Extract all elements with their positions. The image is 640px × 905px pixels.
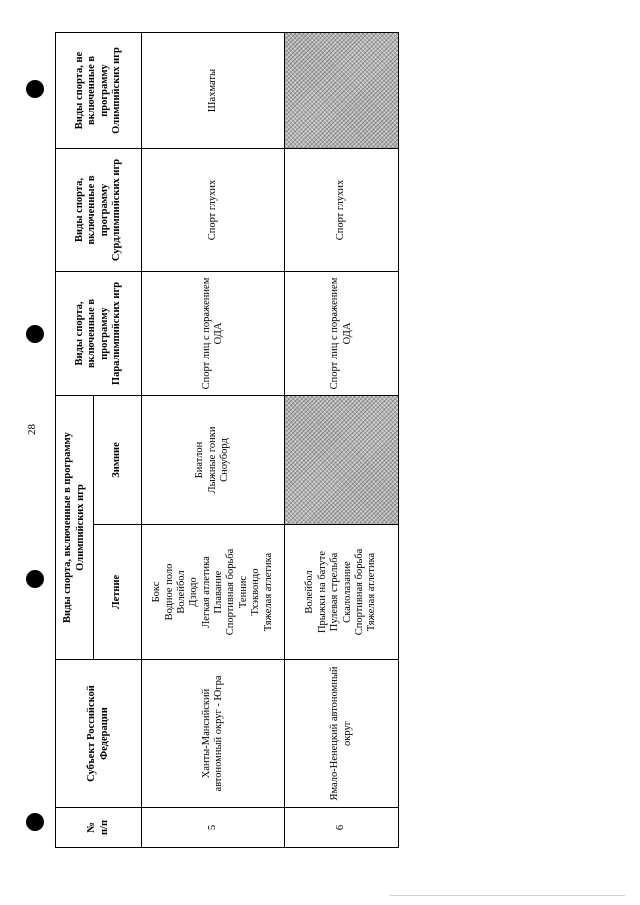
binder-hole-bottom [26, 813, 44, 831]
header-paralympic: Виды спорта, включенные в программу Паралимпийских игр [56, 272, 142, 396]
row-paralympic-sports: Спорт лиц с поражением ОДА [285, 272, 399, 396]
header-number: № п/п [56, 808, 142, 848]
row-non-olympic-sports-shaded-empty [285, 33, 399, 149]
row-subject: Ханты-Мансийский автономный округ - Югра [142, 660, 285, 808]
binder-hole-lower-middle [26, 570, 44, 588]
binder-hole-top [26, 80, 44, 98]
row-summer-sports: Волейбол Прыжки на батуте Пулевая стрельба Скалолазание Спортивная борьба Тяжелая атлетика [285, 525, 399, 660]
row-deaflympic-sports: Спорт глухих [285, 149, 399, 272]
page-number: 28 [26, 424, 38, 435]
row-number: 6 [285, 808, 399, 848]
header-olympic-group: Виды спорта, включенные в программу Олимпийских игр [56, 396, 94, 660]
row-deaflympic-sports: Спорт глухих [142, 149, 285, 272]
row-number: 5 [142, 808, 285, 848]
scan-artifact-line [390, 895, 625, 896]
table-row [142, 33, 285, 848]
header-deaflympic: Виды спорта, включенные в программу Сурдлимпийских игр [56, 149, 142, 272]
row-paralympic-sports: Спорт лиц с поражением ОДА [142, 272, 285, 396]
row-winter-sports-shaded-empty [285, 396, 399, 525]
header-non-olympic: Виды спорта, не включенные в программу Олимпийских игр [56, 33, 142, 149]
row-non-olympic-sports: Шахматы [142, 33, 285, 149]
row-winter-sports: Биатлон Лыжные гонки Сноуборд [142, 396, 285, 525]
row-subject: Ямало-Ненецкий автономный округ [285, 660, 399, 808]
binder-hole-upper-middle [26, 325, 44, 343]
rotated-table-container [55, 33, 398, 848]
row-summer-sports: Бокс Водное поло Волейбол Дзюдо Легкая атлетика Плавание Спортивная борьба Теннис Тхэквондо Тяжелая атлетика [142, 525, 285, 660]
header-summer: Летние [94, 525, 142, 660]
header-subject: Субъект Российской Федерации [56, 660, 142, 808]
header-winter: Зимние [94, 396, 142, 525]
table-row [285, 33, 399, 848]
sports-table [55, 32, 399, 848]
